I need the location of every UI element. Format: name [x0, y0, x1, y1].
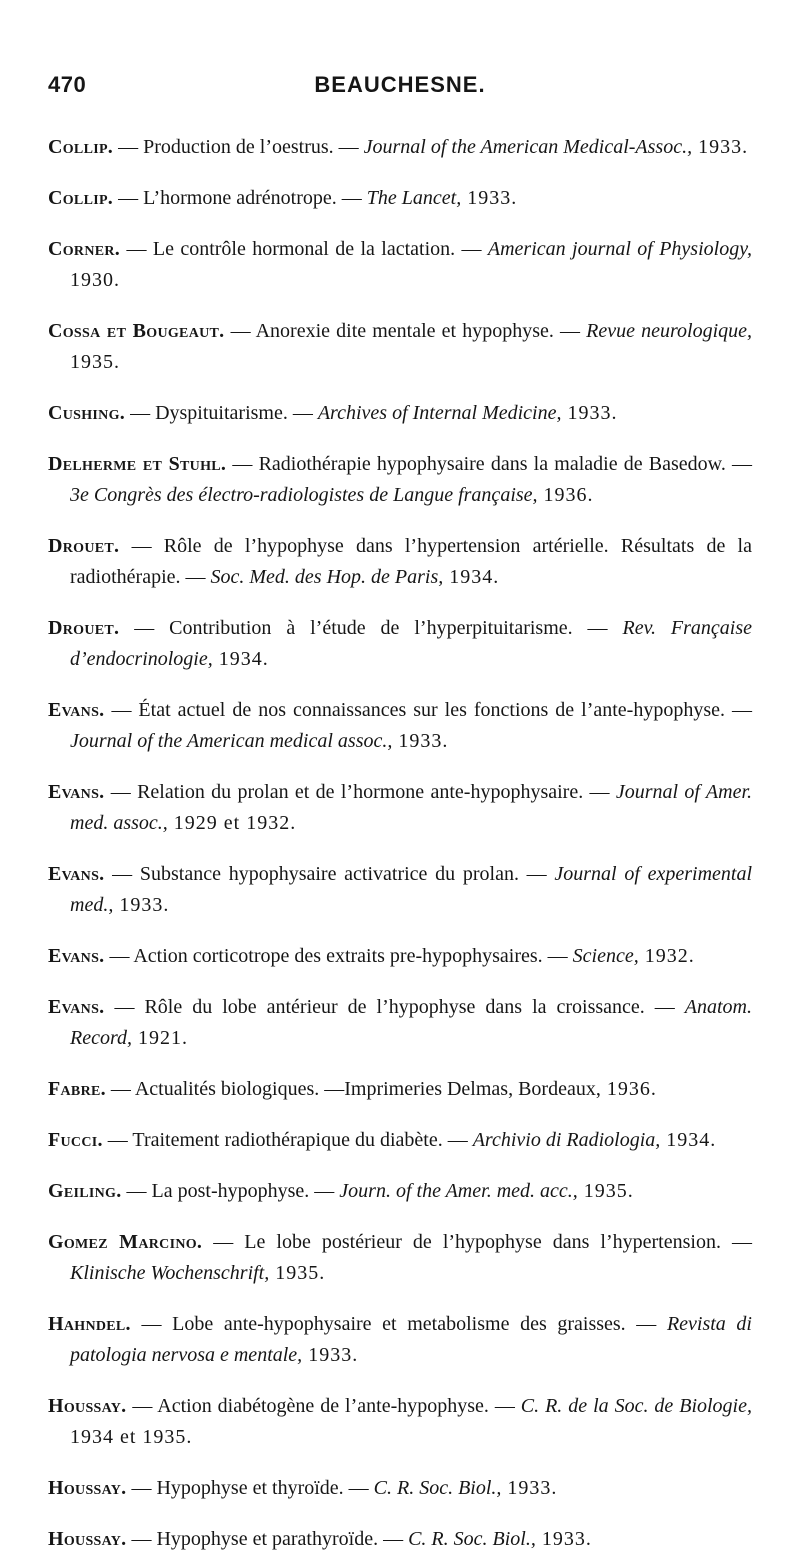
bibliography-entry	[48, 132, 752, 163]
running-head: BEAUCHESNE.	[314, 72, 486, 97]
entry-author: Fabre.	[48, 1078, 106, 1100]
entry-journal: Rev. Française d’endocrinologie,	[70, 617, 752, 670]
entry-title: — Rôle du lobe antérieur de l’hypophyse dans la croissance. —	[104, 996, 685, 1018]
entry-title: — Hypophyse et thyroïde. —	[126, 1477, 374, 1499]
entry-journal: Journal of the American Medical-Assoc.,	[363, 136, 693, 158]
entry-year: 1933.	[561, 402, 618, 424]
entry-author: Drouet.	[48, 617, 120, 639]
entry-title: — L’hormone adrénotrope. —	[113, 187, 367, 209]
bibliography-entry	[48, 316, 752, 378]
entry-title: — La post-hypophyse. —	[121, 1180, 340, 1202]
entry-author: Cushing.	[48, 402, 126, 424]
entry-title: — Le contrôle hormonal de la lactation. —	[120, 238, 488, 260]
bibliography-entry	[48, 1473, 752, 1504]
entry-author: Evans.	[48, 781, 105, 803]
entry-year: 1934.	[212, 648, 269, 670]
page-number: 470	[48, 72, 87, 97]
entry-author: Collip.	[48, 136, 114, 158]
bibliography-entry	[48, 449, 752, 511]
entry-journal: American journal of Physiology,	[487, 238, 752, 260]
entry-title: — Lobe ante-hypophysaire et metabolisme des graisses. —	[130, 1313, 667, 1335]
entry-journal: Klinische Wochenschrift,	[70, 1262, 270, 1284]
entry-author: Geiling.	[48, 1180, 122, 1202]
entry-author: Gomez Marcino.	[48, 1231, 203, 1253]
entry-title: — Contribution à l’étude de l’hyperpituitarisme. —	[119, 617, 623, 639]
entry-year: 1921.	[132, 1027, 189, 1049]
bibliography-list	[48, 132, 752, 1555]
entry-title: — Actualités biologiques. —Imprimeries Delmas, Bordeaux,	[105, 1078, 601, 1100]
page-header	[48, 72, 752, 112]
entry-year: 1935.	[269, 1262, 326, 1284]
entry-year: 1935.	[577, 1180, 634, 1202]
bibliography-entry	[48, 613, 752, 675]
entry-author: Fucci.	[48, 1129, 103, 1151]
entry-year: 1936.	[600, 1078, 657, 1100]
entry-journal: Archivio di Radiologia,	[472, 1129, 661, 1151]
entry-title: — État actuel de nos connaissances sur les fonctions de l’ante-hypophyse. —	[104, 699, 752, 721]
entry-author: Hahndel.	[48, 1313, 131, 1335]
entry-title: — Rôle de l’hypophyse dans l’hypertension artérielle. Résultats de la radiothérapie. —	[70, 535, 752, 588]
entry-journal: C. R. Soc. Biol.,	[373, 1477, 502, 1499]
bibliography-entry	[48, 398, 752, 429]
entry-title: — Relation du prolan et de l’hormone ante-hypophysaire. —	[104, 781, 616, 803]
entry-title: — Production de l’oestrus. —	[113, 136, 364, 158]
entry-year: 1933.	[501, 1477, 558, 1499]
bibliography-entry	[48, 941, 752, 972]
entry-author: Houssay.	[48, 1477, 127, 1499]
entry-journal: 3e Congrès des électro-radiologistes de Langue française,	[70, 484, 538, 506]
entry-year: 1936.	[537, 484, 594, 506]
entry-author: Evans.	[48, 863, 105, 885]
entry-journal: Revue neurologique,	[586, 320, 753, 342]
bibliography-entry	[48, 1524, 752, 1555]
entry-year: 1933.	[692, 136, 749, 158]
entry-title: — Dyspituitarisme. —	[125, 402, 318, 424]
entry-title: — Radiothérapie hypophysaire dans la maladie de Basedow. —	[226, 453, 752, 475]
entry-author: Delherme et Stuhl.	[48, 453, 227, 475]
entry-year: 1929 et 1932.	[167, 812, 297, 834]
entry-journal: Journal of Amer. med. assoc.,	[70, 781, 753, 834]
entry-author: Collip.	[48, 187, 114, 209]
entry-author: Evans.	[48, 699, 105, 721]
entry-author: Drouet.	[48, 535, 120, 557]
entry-title: — Action diabétogène de l’ante-hypophyse. —	[126, 1395, 521, 1417]
entry-journal: C. R. Soc. Biol.,	[408, 1528, 536, 1550]
entry-year: 1933.	[302, 1344, 359, 1366]
entry-year: 1933.	[113, 894, 170, 916]
bibliography-entry	[48, 1391, 752, 1453]
bibliography-entry	[48, 234, 752, 296]
entry-journal: Anatom. Record,	[70, 996, 752, 1049]
bibliography-entry	[48, 1125, 752, 1156]
entry-author: Corner.	[48, 238, 121, 260]
entry-journal: Journal of the American medical assoc.,	[70, 730, 393, 752]
bibliography-entry	[48, 1309, 752, 1371]
entry-journal: Archives of Internal Medicine,	[317, 402, 562, 424]
entry-title: — Substance hypophysaire activatrice du prolan. —	[104, 863, 555, 885]
entry-title: — Traitement radiothérapique du diabète. —	[102, 1129, 473, 1151]
entry-year: 1932.	[638, 945, 695, 967]
bibliography-entry	[48, 183, 752, 214]
bibliography-entry	[48, 1227, 752, 1289]
entry-year: 1934 et 1935.	[70, 1426, 193, 1448]
entry-journal: The Lancet,	[366, 187, 462, 209]
entry-author: Evans.	[48, 945, 105, 967]
bibliography-entry	[48, 777, 752, 839]
entry-author: Houssay.	[48, 1395, 127, 1417]
entry-year: 1933.	[392, 730, 449, 752]
entry-journal: Journal of experimental med.,	[70, 863, 752, 916]
bibliography-entry	[48, 1176, 752, 1207]
entry-journal: Journ. of the Amer. med. acc.,	[339, 1180, 578, 1202]
entry-title: — Anorexie dite mentale et hypophyse. —	[224, 320, 587, 342]
entry-author: Cossa et Bougeaut.	[48, 320, 225, 342]
entry-year: 1933.	[461, 187, 518, 209]
entry-journal: Revista di patologia nervosa e mentale,	[70, 1313, 752, 1366]
entry-title: — Action corticotrope des extraits pre-hypophysaires. —	[104, 945, 573, 967]
bibliography-entry	[48, 1074, 752, 1105]
bibliography-entry	[48, 992, 752, 1054]
bibliography-entry	[48, 531, 752, 593]
entry-title: — Le lobe postérieur de l’hypophyse dans l’hypertension. —	[202, 1231, 752, 1253]
entry-author: Evans.	[48, 996, 105, 1018]
entry-year: 1934.	[660, 1129, 717, 1151]
entry-title: — Hypophyse et parathyroïde. —	[126, 1528, 409, 1550]
entry-journal: Science,	[572, 945, 639, 967]
entry-journal: C. R. de la Soc. de Biologie,	[520, 1395, 752, 1417]
entry-year: 1930.	[70, 269, 120, 291]
bibliography-entry	[48, 695, 752, 757]
entry-year: 1934.	[443, 566, 500, 588]
entry-year: 1933.	[535, 1528, 592, 1550]
bibliography-entry	[48, 859, 752, 921]
entry-journal: Soc. Med. des Hop. de Paris,	[210, 566, 444, 588]
entry-author: Houssay.	[48, 1528, 127, 1550]
entry-year: 1935.	[70, 351, 120, 373]
